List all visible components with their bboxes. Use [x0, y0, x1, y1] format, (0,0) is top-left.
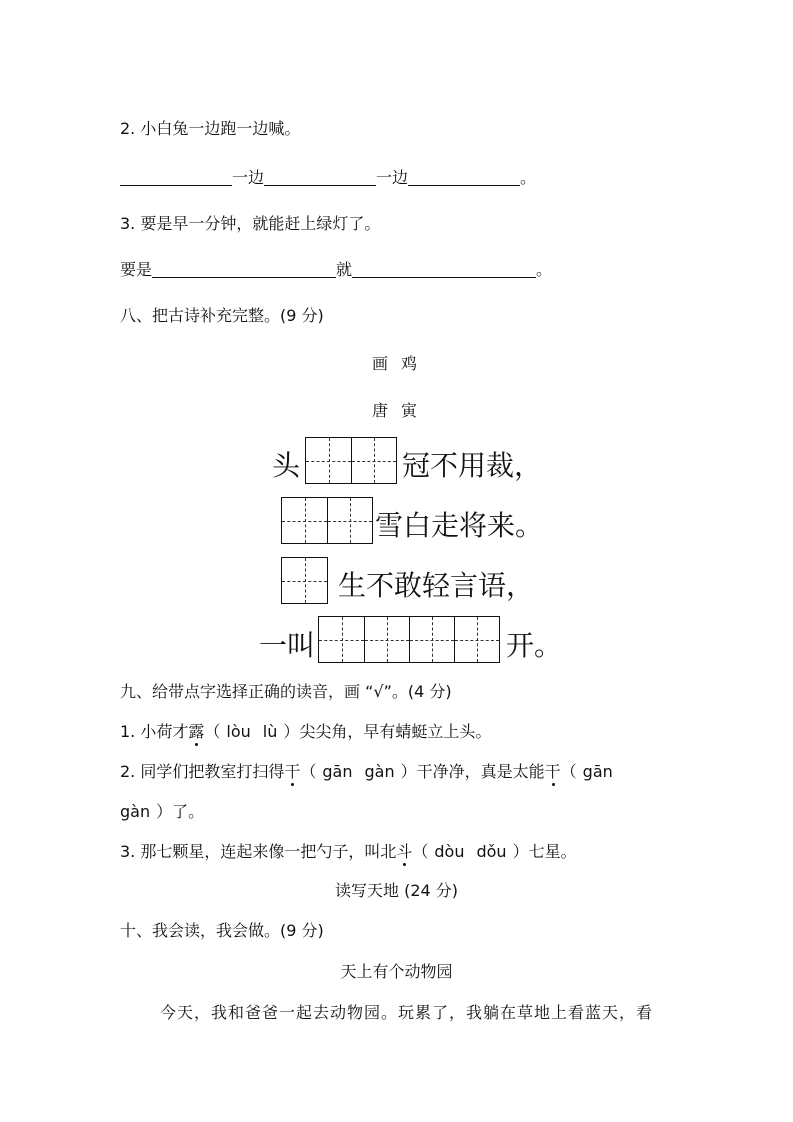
poem-line3-grid[interactable] [281, 557, 328, 604]
pinyin-option[interactable]: dǒu [476, 842, 507, 861]
writing-cell[interactable] [409, 617, 454, 662]
q9-item-2-cont [120, 799, 204, 822]
pinyin-option[interactable]: lòu [226, 722, 251, 741]
writing-cell[interactable] [319, 617, 364, 662]
q10-heading: 十、我会读，我会做。(9 分) [120, 921, 324, 940]
q9-item-2 [120, 759, 619, 782]
item-text: 1. 小荷才 [120, 722, 189, 741]
q7-fill-3 [120, 257, 552, 280]
dotted-char: 斗 [396, 842, 413, 861]
item-text: 3. 那七颗星，连起来像一把勺子，叫北 [120, 842, 397, 861]
poem-line4-pre: 一叫 [259, 629, 316, 662]
answer-blank[interactable] [264, 169, 376, 186]
writing-cell[interactable] [282, 498, 327, 543]
pinyin-option[interactable]: dòu [434, 842, 465, 861]
paren: ） [156, 802, 173, 821]
item-text: 2. 同学们把教室打扫得 [120, 762, 285, 781]
q7-fill-2 [120, 165, 536, 188]
item-text: 干净净，真是太能 [416, 762, 545, 781]
paren: ） [283, 722, 300, 741]
pinyin-option[interactable]: gàn [364, 762, 395, 781]
fill-text: 。 [536, 260, 553, 279]
pinyin-option[interactable]: gān [582, 762, 613, 781]
writing-cell[interactable] [306, 438, 351, 483]
item-text: 了。 [172, 802, 205, 821]
q9-item-3 [120, 839, 577, 862]
poem-line3-post: 生不敢轻言语， [338, 569, 535, 602]
paren: ） [512, 842, 529, 861]
poem-line1-grid[interactable] [305, 437, 397, 484]
paren: （ [204, 722, 221, 741]
poem-title: 画 鸡 [371, 354, 422, 373]
poem-line1-post: 冠不用裁， [402, 449, 543, 482]
dotted-char: 干 [284, 762, 301, 781]
q9-heading: 九、给带点字选择正确的读音，画 “√”。(4 分) [120, 682, 452, 701]
writing-cell[interactable] [454, 617, 499, 662]
paren: （ [412, 842, 429, 861]
pinyin-option[interactable]: lù [262, 722, 278, 741]
item-text: 七星。 [528, 842, 577, 861]
q7-item-3: 3. 要是早一分钟，就能赶上绿灯了。 [120, 214, 381, 233]
poem-line4-grid[interactable] [318, 616, 500, 663]
writing-cell[interactable] [327, 498, 372, 543]
fill-text: 就 [336, 260, 353, 279]
answer-blank[interactable] [408, 169, 520, 186]
item-text: 尖尖角，早有蜻蜓立上头。 [299, 722, 492, 741]
poem-line2-post: 雪白走将来。 [375, 509, 544, 542]
writing-cell[interactable] [282, 558, 327, 603]
fill-text: 要是 [120, 260, 153, 279]
passage-line: 今天，我和爸爸一起去动物园。玩累了，我躺在草地上看蓝天，看 [160, 1003, 654, 1022]
q7-item-2: 2. 小白兔一边跑一边喊。 [120, 119, 301, 138]
section-title: 读写天地 (24 分) [334, 881, 459, 900]
q9-item-1 [120, 719, 491, 742]
answer-blank[interactable] [152, 261, 336, 278]
pinyin-option[interactable]: gàn [120, 802, 151, 821]
pinyin-option[interactable]: gān [322, 762, 353, 781]
poem-author: 唐 寅 [371, 401, 422, 420]
dotted-char: 干 [544, 762, 561, 781]
dotted-char: 露 [188, 722, 205, 741]
paren: （ [560, 762, 577, 781]
q8-heading: 八、把古诗补充完整。(9 分) [120, 306, 324, 325]
writing-cell[interactable] [364, 617, 409, 662]
paren: ） [400, 762, 417, 781]
answer-blank[interactable] [120, 169, 232, 186]
poem-line4-post: 开。 [506, 629, 563, 662]
fill-text: 一边 [232, 168, 265, 187]
writing-cell[interactable] [351, 438, 396, 483]
passage-title: 天上有个动物园 [340, 962, 453, 981]
poem-line2-grid[interactable] [281, 497, 373, 544]
poem-line1-pre: 头 [272, 449, 301, 482]
answer-blank[interactable] [352, 261, 536, 278]
paren: （ [300, 762, 317, 781]
fill-text: 一边 [376, 168, 409, 187]
fill-text: 。 [520, 168, 537, 187]
